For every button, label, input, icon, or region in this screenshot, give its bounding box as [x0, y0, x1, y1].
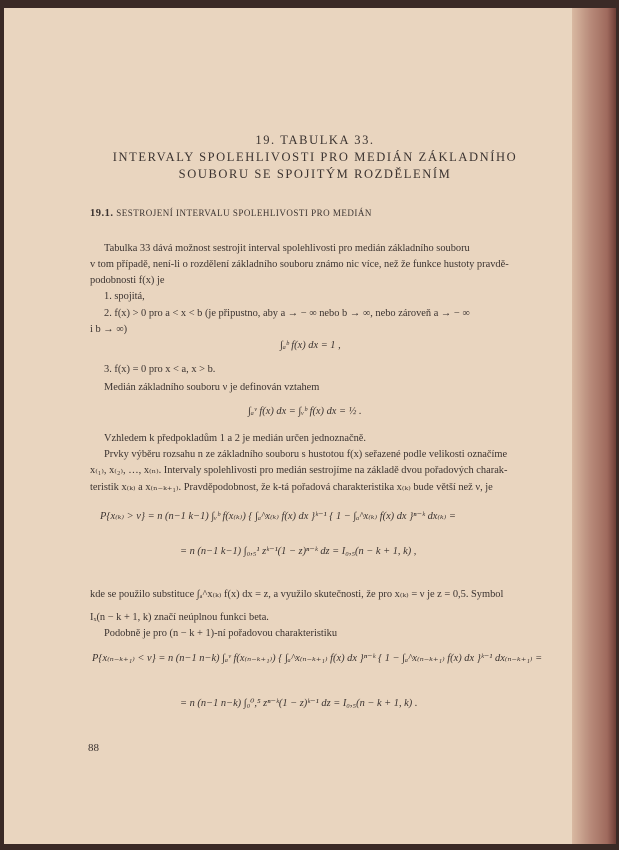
chapter-title-line1: 19. TABULKA 33. — [255, 133, 375, 147]
paragraph-line: teristik x₍ₖ₎ a x₍ₙ₋ₖ₊₁₎. Pravděpodobnost, že k-tá pořadová charakteristika x₍ₖ₎ bude větší než ν, je — [90, 482, 493, 493]
list-item-1: 1. spojitá, — [104, 291, 145, 302]
paragraph-line: Podobně je pro (n − k + 1)-ní pořadovou charakteristiku — [104, 628, 338, 639]
equation-beta-1: = n (n−1 k−1) ∫₀,₅¹ zᵏ⁻¹(1 − z)ⁿ⁻ᵏ dz = I₀,₅(n − k + 1, k) , — [180, 546, 417, 557]
paragraph-line: Vzhledem k předpokladům 1 a 2 je medián určen jednoznačně. — [104, 433, 366, 444]
paragraph-line: podobnosti f(x) je — [90, 275, 165, 286]
page-number: 88 — [88, 742, 99, 754]
paragraph-line: Medián základního souboru ν je definován vztahem — [104, 382, 320, 393]
chapter-title-line2: INTERVALY SPOLEHLIVOSTI PRO MEDIÁN ZÁKLADNÍHO — [112, 150, 518, 164]
section-title: SESTROJENÍ INTERVALU SPOLEHLIVOSTI PRO MEDIÁN — [116, 208, 372, 218]
paragraph-line: Iₓ(n − k + 1, k) značí neúplnou funkci beta. — [90, 612, 269, 623]
book-spine-edge — [572, 8, 616, 844]
paragraph-line: Prvky výběru rozsahu n ze základního souboru s hustotou f(x) seřazené podle velikosti označíme — [104, 449, 508, 460]
equation-normalization: ∫ₐᵇ f(x) dx = 1 , — [280, 340, 341, 351]
list-item-2: 2. f(x) > 0 pro a < x < b (je připustno, aby a → − ∞ nebo b → ∞, nebo zároveň a → − ∞ — [104, 308, 470, 319]
list-item-2-cont: i b → ∞) — [90, 324, 128, 335]
section-heading — [90, 207, 550, 220]
section-number: 19.1. — [90, 208, 114, 219]
paragraph-line: Tabulka 33 dává možnost sestrojit interval spolehlivosti pro medián základního souboru — [104, 243, 470, 254]
equation-p-greater: P{x₍ₖ₎ > ν} = n (n−1 k−1) ∫ᵥᵇ f(x₍ₖ₎) { ∫ₐ^x₍ₖ₎ f(x) dx }ᵏ⁻¹ { 1 − ∫ₐ^x₍ₖ₎ f(x) dx }ⁿ⁻ᵏ dx₍ₖ₎ = — [100, 511, 456, 522]
equation-p-less: P{x₍ₙ₋ₖ₊₁₎ < ν} = n (n−1 n−k) ∫ₐᵛ f(x₍ₙ₋ₖ₊₁₎) { ∫ₐ^x₍ₙ₋ₖ₊₁₎ f(x) dx }ⁿ⁻ᵏ { 1 − ∫ₐ^x₍ₙ₋ₖ₊₁₎ f(x) dx }ᵏ⁻¹ dx₍ₙ₋ₖ₊₁₎ = — [92, 653, 543, 664]
paragraph-line: x₍₁₎, x₍₂₎, …, x₍ₙ₎. Intervaly spolehlivosti pro medián sestrojíme na základě dvou pořadových charak- — [90, 465, 508, 476]
equation-median: ∫ₐᵛ f(x) dx = ∫ᵥᵇ f(x) dx = ½ . — [248, 406, 362, 417]
list-item-3: 3. f(x) = 0 pro x < a, x > b. — [104, 364, 216, 375]
paragraph-line: v tom případě, není-li o rozdělení základního souboru známo nic více, než že funkce hustoty pravdě- — [90, 259, 509, 270]
equation-beta-2: = n (n−1 n−k) ∫₀⁰,⁵ zⁿ⁻ᵏ(1 − z)ᵏ⁻¹ dz = I₀,₅(n − k + 1, k) . — [180, 698, 418, 709]
paragraph-line: kde se použilo substituce ∫ₐ^x₍ₖ₎ f(x) dx = z, a využilo skutečnosti, že pro x₍ₖ₎ = ν je z = 0,5. Symbol — [90, 589, 504, 600]
chapter-title-line3: SOUBORU SE SPOJITÝM ROZDĚLENÍM — [178, 167, 452, 181]
